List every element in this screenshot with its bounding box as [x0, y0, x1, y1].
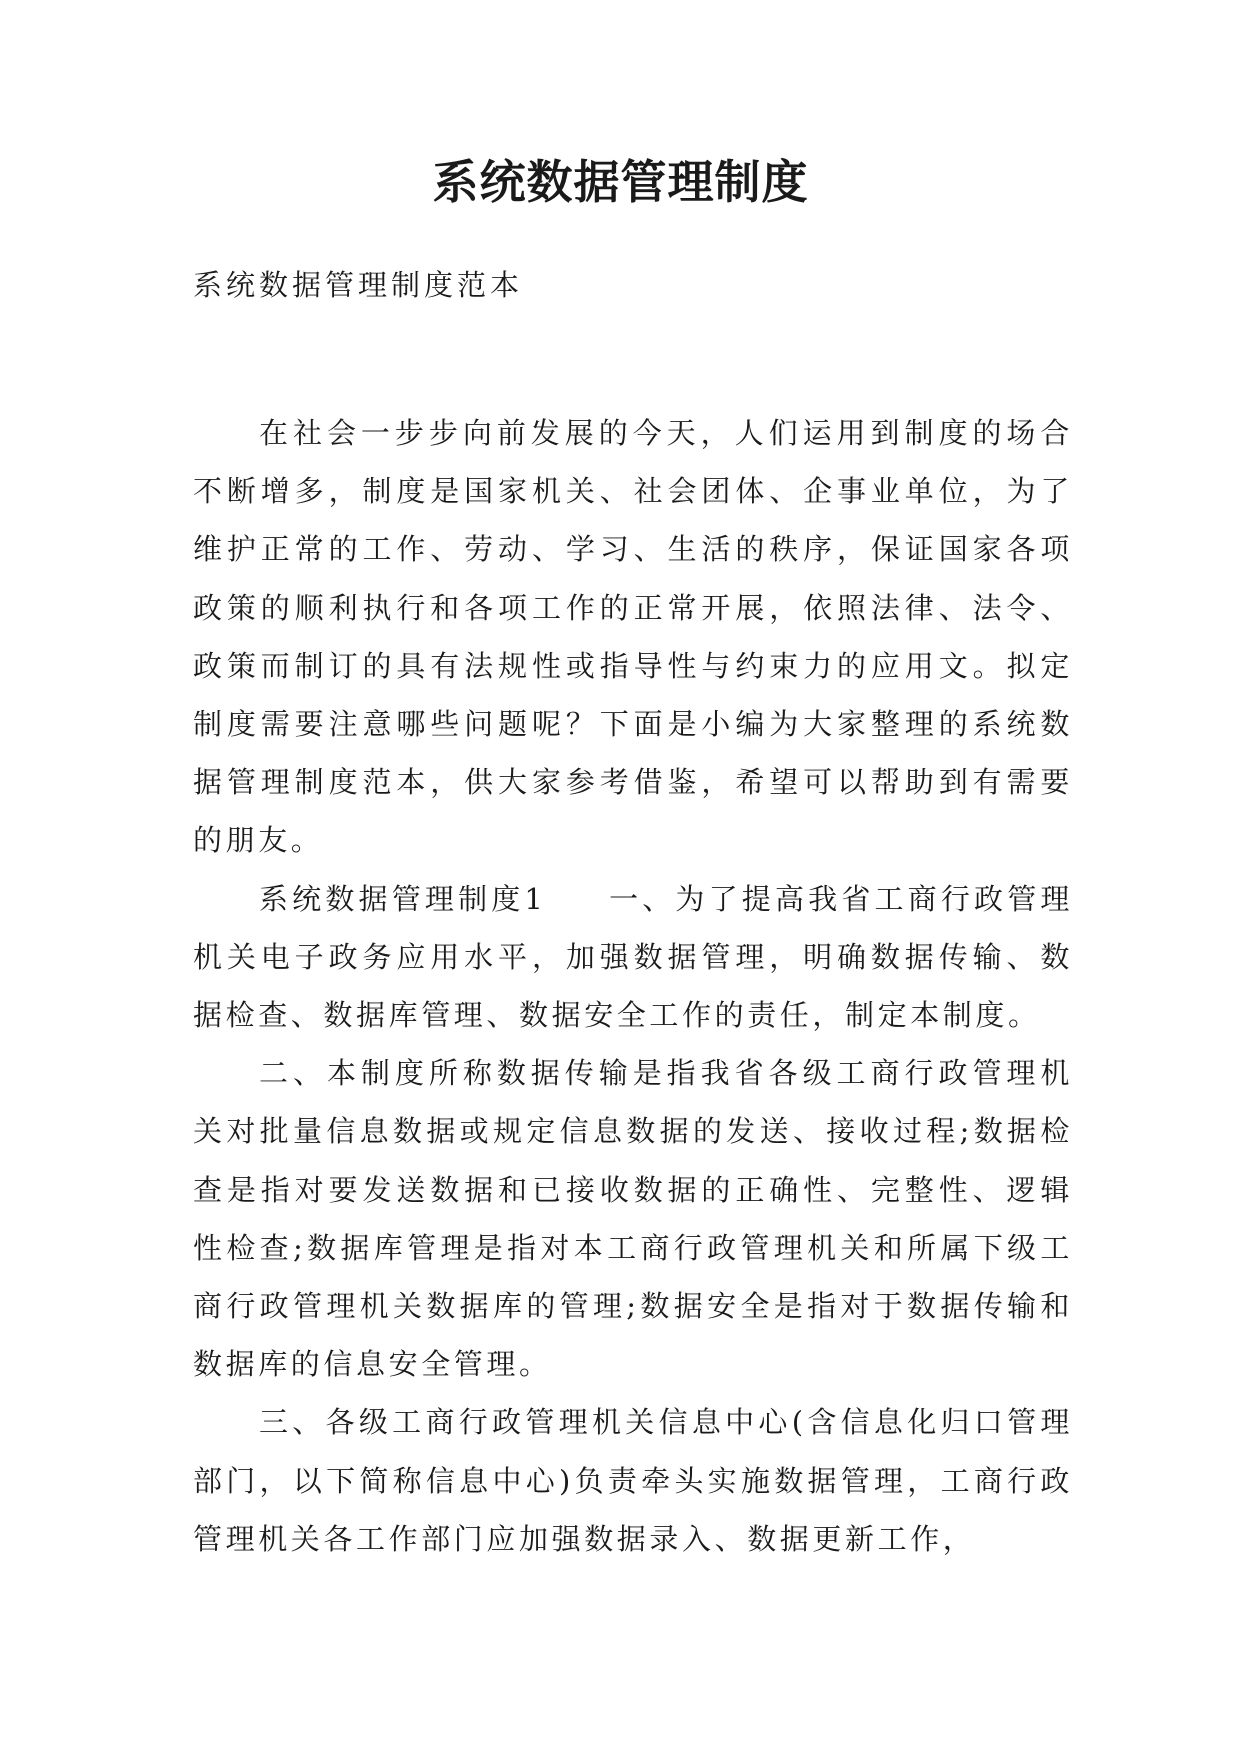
clause-3-paragraph: 三、各级工商行政管理机关信息中心(含信息化归口管理部门，以下简称信息中心)负责牵头实施数据管理，工商行政管理机关各工作部门应加强数据录入、数据更新工作，: [193, 1405, 1073, 1556]
document-title: 系统数据管理制度: [432, 155, 809, 209]
intro-paragraph: 在社会一步步向前发展的今天，人们运用到制度的场合不断增多，制度是国家机关、社会团体、企事业单位，为了维护正常的工作、劳动、学习、生活的秩序，保证国家各项政策的顺利执行和各项工作的正常开展，依照法律、法令、政策而制订的具有法规性或指导性与约束力的应用文。拟定制度需要注意哪些问题呢？下面是小编为大家整理的系统数据管理制度范本，供大家参考借鉴，希望可以帮助到有需要的朋友。: [193, 416, 1073, 858]
document-body: [193, 404, 1073, 1568]
clause-1-text: 一、为了提高我省工商行政管理机关电子政务应用水平，加强数据管理，明确数据传输、数据检查、数据库管理、数据安全工作的责任，制定本制度。: [193, 881, 1073, 1033]
clause-2-paragraph: 二、本制度所称数据传输是指我省各级工商行政管理机关对批量信息数据或规定信息数据的发送、接收过程;数据检查是指对要发送数据和已接收数据的正确性、完整性、逻辑性检查;数据库管理是指对本工商行政管理机关和所属下级工商行政管理机关数据库的管理;数据安全是指对于数据传输和数据库的信息安全管理。: [193, 1056, 1073, 1382]
section-1-paragraph: [193, 870, 1073, 1045]
document-subtitle: 系统数据管理制度范本: [193, 268, 524, 302]
section-1-heading: 系统数据管理制度1: [259, 881, 547, 916]
